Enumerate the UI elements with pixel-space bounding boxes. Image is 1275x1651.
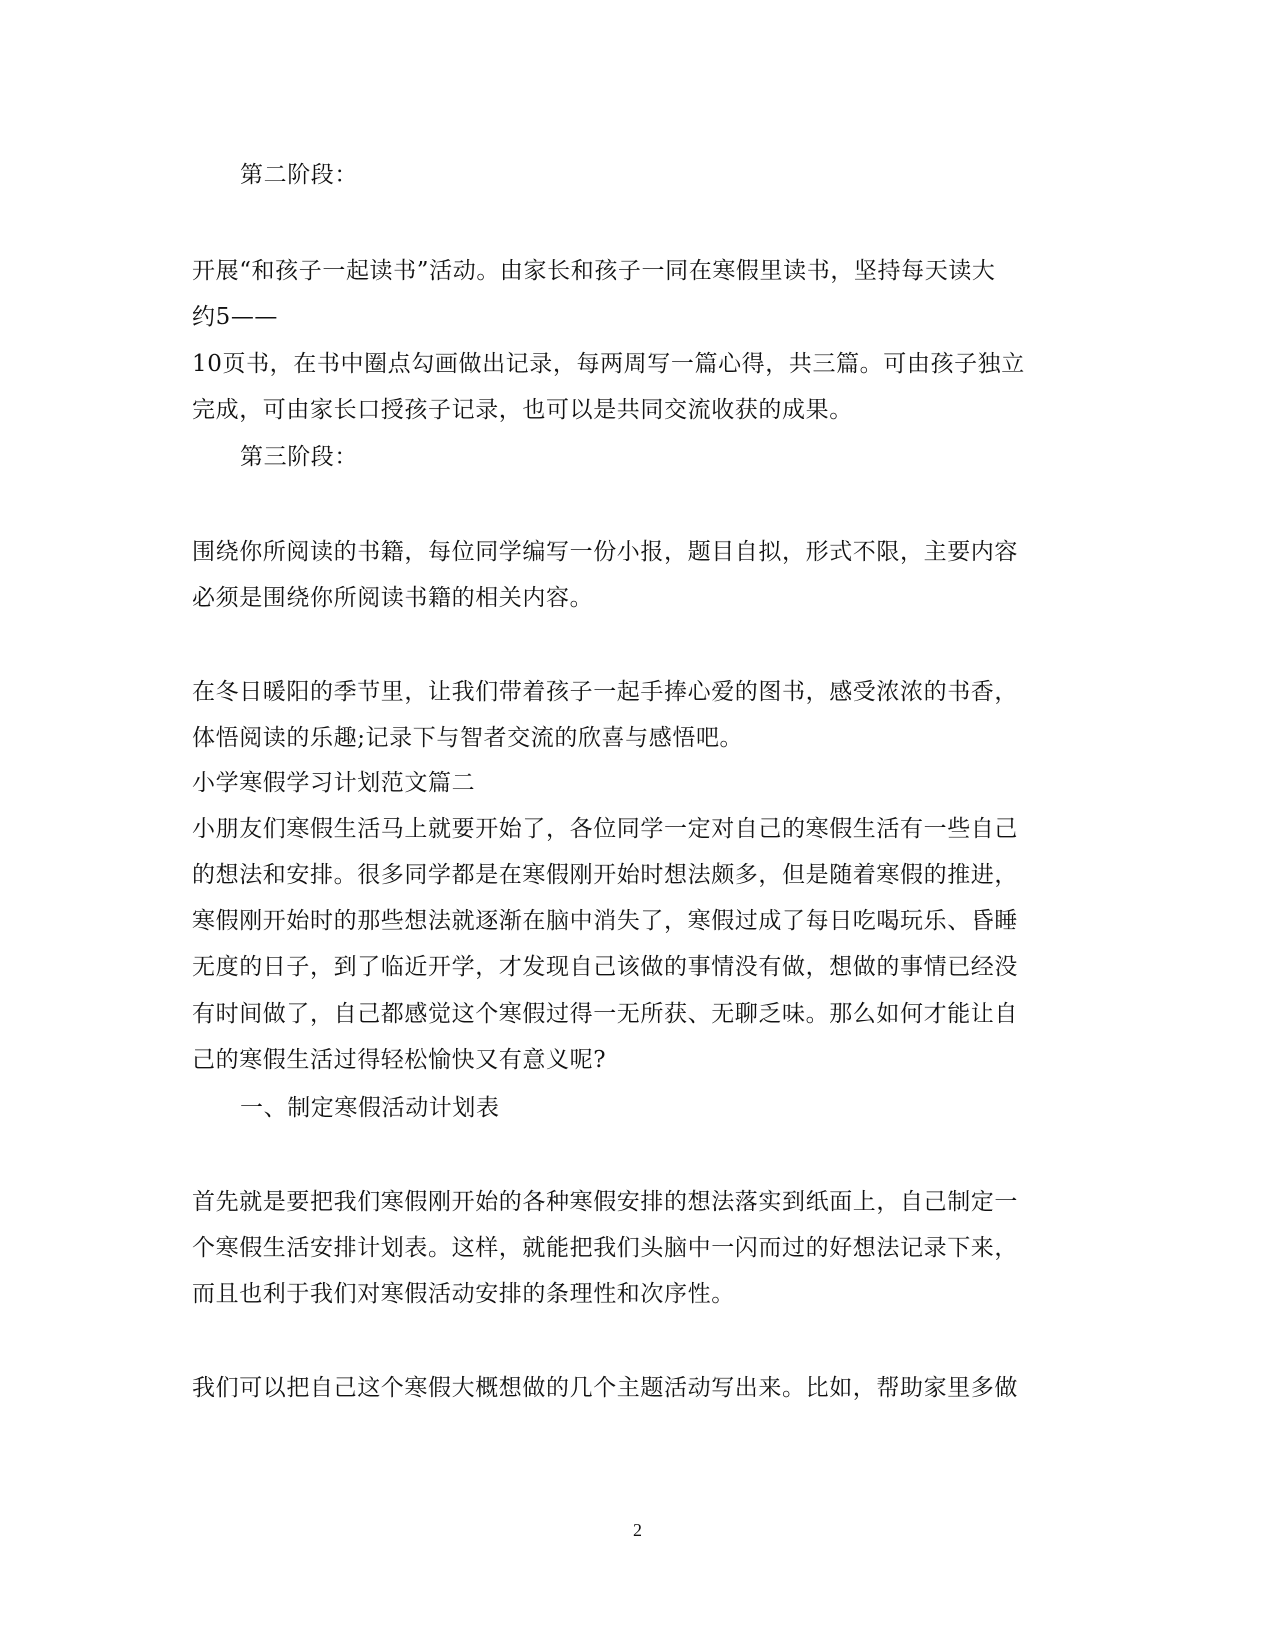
text-line: 有时间做了，自己都感觉这个寒假过得一无所获、无聊乏味。那么如何才能让自 — [192, 1001, 1018, 1027]
text-line: 个寒假生活安排计划表。这样，就能把我们头脑中一闪而过的好想法记录下来， — [192, 1235, 1018, 1261]
text-line: 约5—— — [192, 304, 279, 330]
text-line: 己的寒假生活过得轻松愉快又有意义呢? — [192, 1047, 607, 1073]
heading-stage-three: 第三阶段： — [240, 444, 358, 470]
text-line: 无度的日子，到了临近开学，才发现自己该做的事情没有做，想做的事情已经没 — [192, 954, 1018, 980]
text-line: 开展“和孩子一起读书”活动。由家长和孩子一同在寒假里读书，坚持每天读大 — [192, 258, 996, 284]
page-number: 2 — [633, 1520, 642, 1540]
text-line: 首先就是要把我们寒假刚开始的各种寒假安排的想法落实到纸面上，自己制定一 — [192, 1189, 1018, 1215]
text-line: 寒假刚开始时的那些想法就逐渐在脑中消失了，寒假过成了每日吃喝玩乐、昏睡 — [192, 908, 1018, 934]
subheading-plan-table: 一、制定寒假活动计划表 — [240, 1095, 500, 1121]
text-line: 围绕你所阅读的书籍，每位同学编写一份小报，题目自拟，形式不限，主要内容 — [192, 539, 1018, 565]
text-line: 完成，可由家长口授孩子记录，也可以是共同交流收获的成果。 — [192, 397, 853, 423]
text-line: 10页书，在书中圈点勾画做出记录，每两周写一篇心得，共三篇。可由孩子独立 — [192, 351, 1025, 377]
text-line: 必须是围绕你所阅读书籍的相关内容。 — [192, 585, 594, 611]
text-line: 的想法和安排。很多同学都是在寒假刚开始时想法颇多，但是随着寒假的推进， — [192, 862, 1018, 888]
text-line: 而且也利于我们对寒假活动安排的条理性和次序性。 — [192, 1281, 735, 1307]
text-line: 体悟阅读的乐趣;记录下与智者交流的欣喜与感悟吧。 — [192, 725, 744, 751]
section-title: 小学寒假学习计划范文篇二 — [192, 770, 476, 796]
text-line: 我们可以把自己这个寒假大概想做的几个主题活动写出来。比如，帮助家里多做 — [192, 1375, 1018, 1401]
heading-stage-two: 第二阶段： — [240, 162, 358, 188]
text-line: 小朋友们寒假生活马上就要开始了，各位同学一定对自己的寒假生活有一些自己 — [192, 816, 1018, 842]
text-line: 在冬日暖阳的季节里，让我们带着孩子一起手捧心爱的图书，感受浓浓的书香， — [192, 679, 1018, 705]
